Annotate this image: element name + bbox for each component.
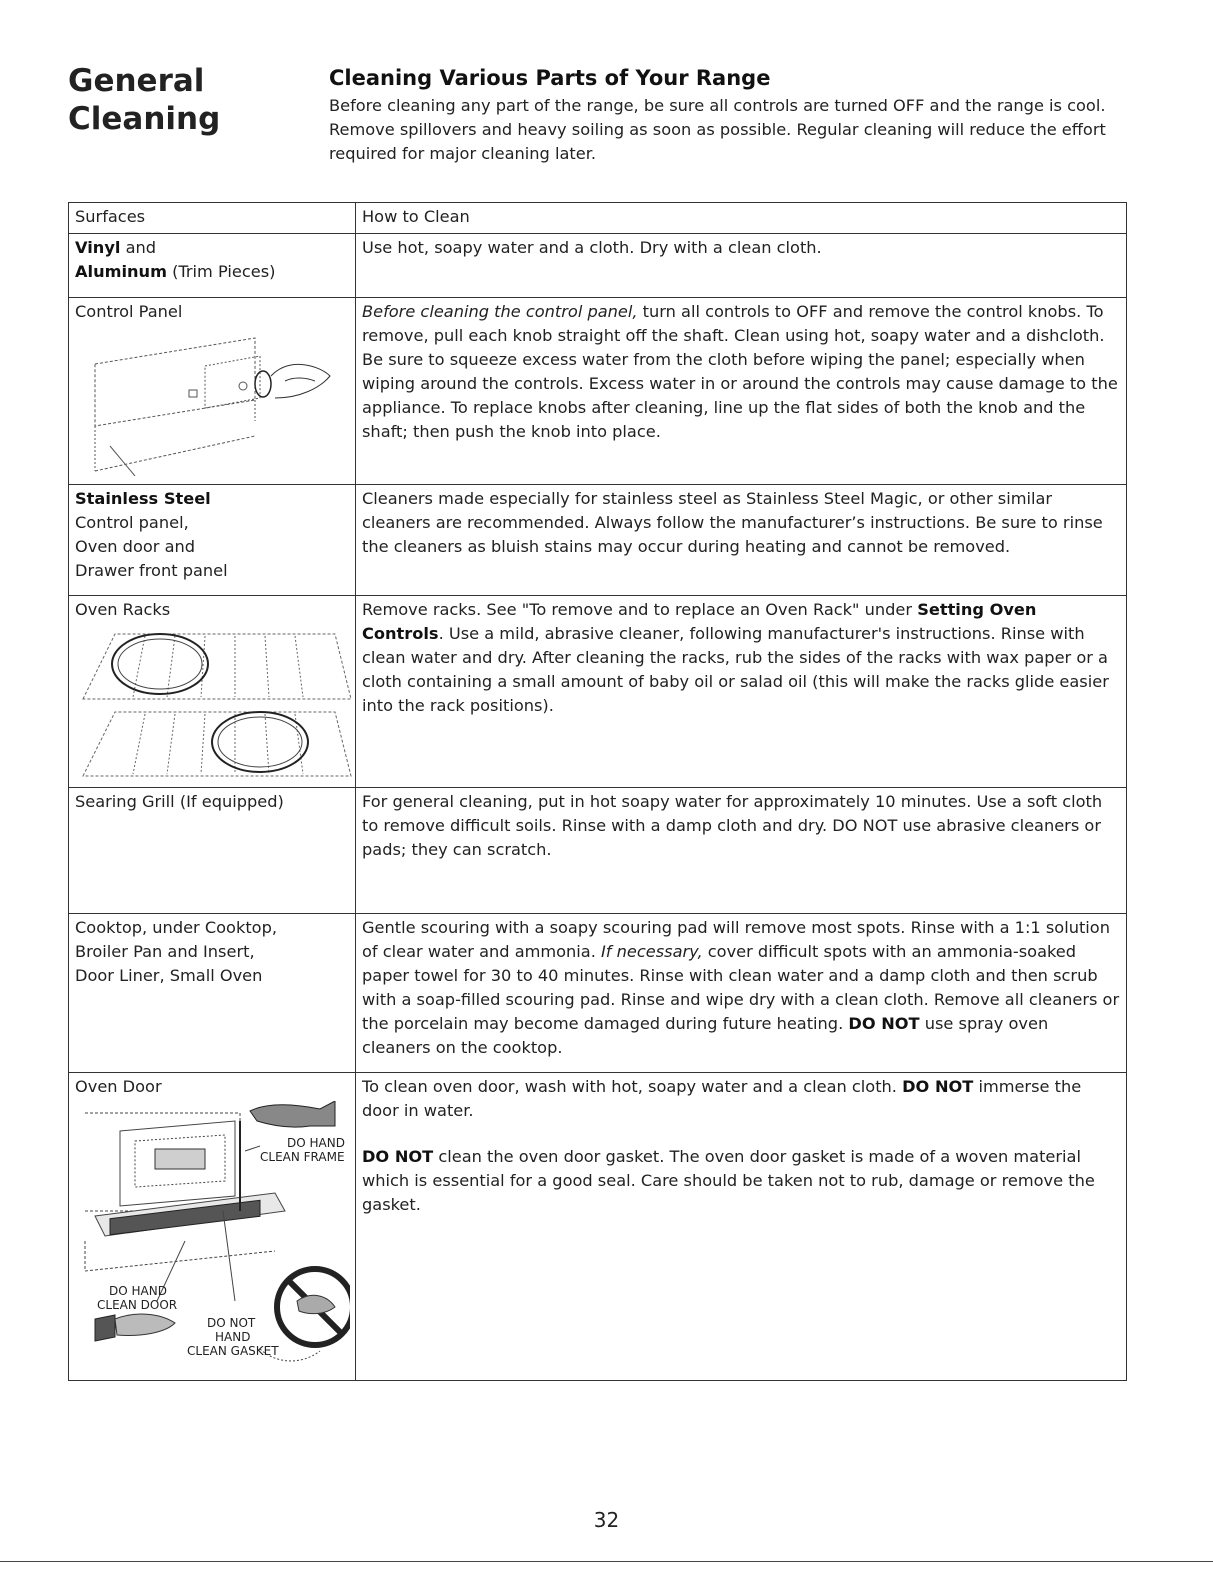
- table-row: [69, 485, 1127, 596]
- page-number: 32: [593, 1508, 620, 1532]
- table-row: [69, 298, 1127, 485]
- table-row: [69, 914, 1127, 1073]
- label-do-hand-frame-1: DO HAND: [287, 1136, 345, 1150]
- surface-name-text: Control Panel: [75, 302, 183, 321]
- how-to-clean-text: [356, 1073, 1127, 1381]
- label-clean-gasket: CLEAN GASKET: [187, 1344, 279, 1358]
- surface-name-text: Oven Racks: [75, 600, 171, 619]
- surface-control-panel: [69, 298, 356, 485]
- how-text: Remove racks. See "To remove and to replace an Oven Rack" under: [362, 600, 918, 619]
- how-text: To clean oven door, wash with hot, soapy water and a clean cloth.: [362, 1077, 903, 1096]
- hand-cleaning-door-icon: [95, 1314, 175, 1341]
- how-bold: DO NOT: [848, 1014, 920, 1033]
- how-text: . Use a mild, abrasive cleaner, following manufacturer's instructions. Rinse with clean water and dry. After cleaning the racks, rub the sides of the racks with wax paper or a cloth containing a small amount of baby oil or salad oil (this will make the racks glide easier into the rack positions).: [362, 624, 1109, 715]
- how-text: immerse the door in water.: [362, 1077, 1082, 1120]
- surface-name-text: and: [120, 238, 157, 257]
- table-row: [69, 1073, 1127, 1381]
- how-to-clean-text: [356, 914, 1127, 1073]
- surface-name-text: Cooktop, under Cooktop,: [75, 918, 278, 937]
- surface-name-text: Door Liner, Small Oven: [75, 966, 263, 985]
- surface-oven-racks: [69, 596, 356, 788]
- label-clean-door: CLEAN DOOR: [97, 1298, 178, 1312]
- table-header-row: [69, 203, 1127, 234]
- how-to-clean-text: For general cleaning, put in hot soapy water for approximately 10 minutes. Use a soft cloth to remove difficult soils. Rinse with a damp cloth and dry. DO NOT use abrasive cleaners or pads; they can scratch.: [356, 788, 1127, 914]
- surface-cooktop: [69, 914, 356, 1073]
- section-title-line1: General: [68, 63, 205, 99]
- section-title: [68, 62, 220, 138]
- label-hand: HAND: [215, 1330, 251, 1344]
- how-to-clean-text: [356, 298, 1127, 485]
- surface-name-bold: Aluminum: [75, 262, 167, 281]
- surface-name-text: Oven door and: [75, 537, 196, 556]
- surface-name-text: Broiler Pan and Insert,: [75, 942, 255, 961]
- surface-oven-door: [69, 1073, 356, 1381]
- surface-name-text: Control panel,: [75, 513, 189, 532]
- how-to-clean-text: Cleaners made especially for stainless steel as Stainless Steel Magic, or other similar cleaners are recommended. Always follow the manufacturer’s instructions. Be sure to rinse the cleaners as bluish stains may occur during heating and cannot be removed.: [356, 485, 1127, 596]
- label-do-not: DO NOT: [207, 1316, 256, 1330]
- oven-door-illustration: [75, 1101, 350, 1369]
- how-text: Gentle scouring with a soapy scouring pad will remove most spots. Rinse with a 1:1 solution of clear water and ammonia.: [362, 918, 1110, 961]
- how-to-clean-text: [356, 596, 1127, 788]
- how-to-clean-text: Use hot, soapy water and a cloth. Dry with a clean cloth.: [356, 234, 1127, 298]
- surface-name-text: (Trim Pieces): [166, 262, 276, 281]
- footer-rule: [0, 1561, 1213, 1562]
- header-surfaces: Surfaces: [69, 203, 356, 234]
- surface-vinyl-aluminum: [69, 234, 356, 298]
- intro-heading: Cleaning Various Parts of Your Range: [329, 66, 771, 90]
- oven-racks-illustration: [75, 624, 355, 779]
- surface-name-bold: Stainless Steel: [75, 489, 211, 508]
- how-bold: DO NOT: [902, 1077, 974, 1096]
- how-text: cover difficult spots with an ammonia-soaked paper towel for 30 to 40 minutes. Rinse with clean water and a damp cloth and then scrub with a soap-filled scouring pad. Rinse and wipe dry with a clean cloth. Remove all cleaners or the porcelain may become damaged during future heating.: [362, 942, 1120, 1033]
- table-row: [69, 596, 1127, 788]
- surface-searing-grill: Searing Grill (If equipped): [69, 788, 356, 914]
- intro: [329, 66, 1134, 166]
- cleaning-table: [68, 202, 1127, 1381]
- how-bold: Setting Oven Controls: [362, 600, 1037, 643]
- how-text: clean the oven door gasket. The oven door gasket is made of a woven material which is essential for a good seal. Care should be taken not to rub, damage or remove the gasket.: [362, 1147, 1095, 1214]
- how-italic-lead: Before cleaning the control panel,: [362, 302, 638, 321]
- header-how-to-clean: How to Clean: [356, 203, 1127, 234]
- section-title-line2: Cleaning: [68, 101, 221, 137]
- surface-stainless-steel: [69, 485, 356, 596]
- intro-text: Before cleaning any part of the range, be sure all controls are turned OFF and the range is cool. Remove spillovers and heavy soiling as soon as possible. Regular cleaning will reduce the effort required for major cleaning later.: [329, 96, 1106, 163]
- table-row: [69, 788, 1127, 914]
- surface-name-text: Oven Door: [75, 1077, 162, 1096]
- surface-name-bold: Vinyl: [75, 238, 121, 257]
- how-paragraph: [362, 1145, 1120, 1217]
- how-text: use spray oven cleaners on the cooktop.: [362, 1014, 1049, 1057]
- how-bold: DO NOT: [362, 1147, 434, 1166]
- surface-name-text: Drawer front panel: [75, 561, 228, 580]
- label-clean-frame: CLEAN FRAME: [260, 1150, 345, 1164]
- how-text: turn all controls to OFF and remove the control knobs. To remove, pull each knob straight off the shaft. Clean using hot, soapy water and a dishcloth. Be sure to squeeze excess water from the cloth before wiping the panel; especially when wiping around the controls. Excess water in or around the controls may cause damage to the appliance. To replace knobs after cleaning, line up the flat sides of both the knob and the shaft; then push the knob into place.: [362, 302, 1118, 441]
- prohibited-icon: [277, 1269, 350, 1345]
- label-do-hand-door-1: DO HAND: [109, 1284, 167, 1298]
- control-panel-illustration: [75, 326, 345, 476]
- how-italic: If necessary,: [601, 942, 703, 961]
- how-paragraph: [362, 1075, 1120, 1123]
- table-row: [69, 234, 1127, 298]
